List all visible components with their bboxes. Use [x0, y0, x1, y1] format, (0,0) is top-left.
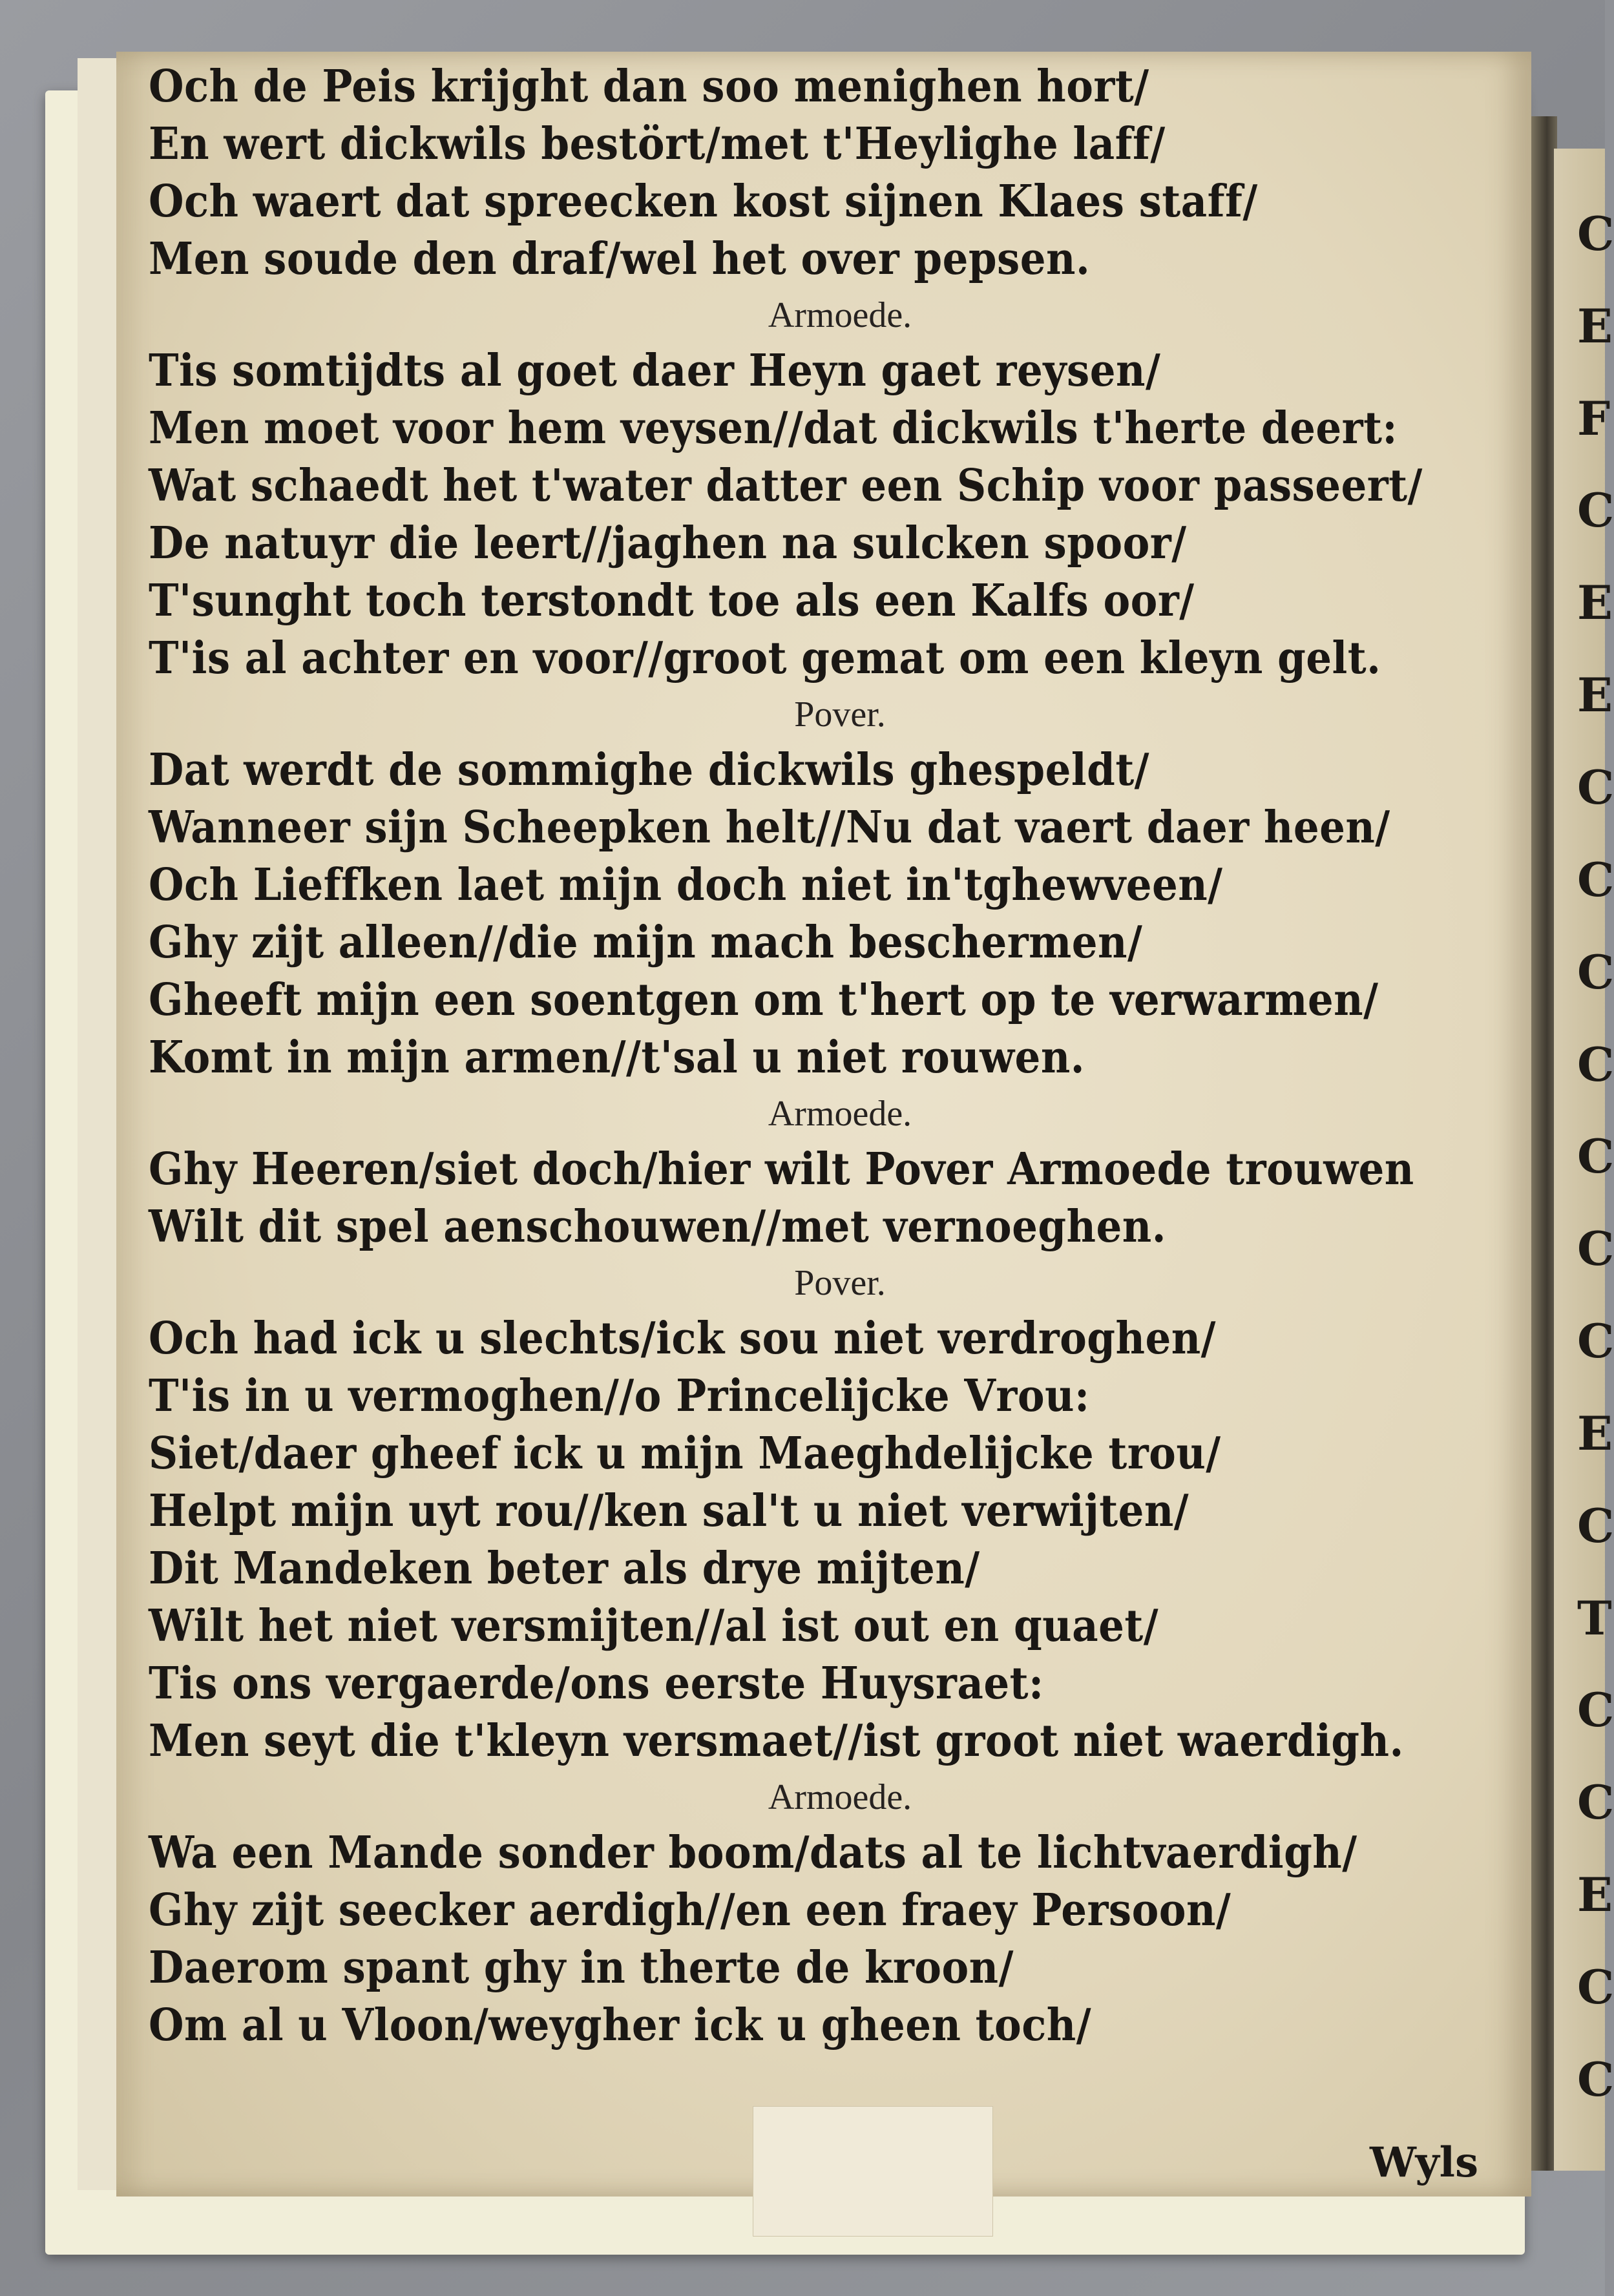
verse-line: Ghy Heeren/siet doch/hier wilt Pover Armoede trouwen	[149, 1143, 1414, 1195]
facing-page-initial: C	[1577, 1313, 1614, 1369]
facing-page-initial: E	[1577, 1867, 1613, 1923]
facing-page-initial: C	[1577, 1036, 1614, 1092]
verse-line: Och waert dat spreecken kost sijnen Klaes staff/	[149, 176, 1258, 227]
verse-line: En wert dickwils bestört/met t'Heylighe laff/	[149, 118, 1166, 170]
verse-line: Men moet voor hem veysen//dat dickwils t'herte deert:	[149, 402, 1398, 454]
speaker-heading: Armoede.	[768, 1777, 912, 1817]
verse-line: Om al u Vloon/weygher ick u gheen toch/	[149, 1999, 1092, 2051]
speaker-heading: Armoede.	[768, 295, 912, 335]
verse-line: Och de Peis krijght dan soo menighen hort/	[149, 61, 1149, 112]
verse-line: Siet/daer gheef ick u mijn Maeghdelijcke trou/	[149, 1428, 1221, 1479]
verse-line: Daerom spant ghy in therte de kroon/	[149, 1942, 1014, 1994]
speaker-heading: Pover.	[794, 694, 886, 735]
facing-page-initial: C	[1577, 2051, 1614, 2107]
paper-tab	[753, 2106, 993, 2237]
speaker-heading: Pover.	[794, 1263, 886, 1303]
verse-line: Dat werdt de sommighe dickwils ghespeldt/	[149, 744, 1149, 796]
facing-page-initial: C	[1577, 1498, 1614, 1553]
verse-line: Gheeft mijn een soentgen om t'hert op te verwarmen/	[149, 974, 1379, 1026]
facing-page-initial: C	[1577, 944, 1614, 999]
verse-line: Ghy zijt alleen//die mijn mach beschermen/	[149, 917, 1143, 968]
verse-line: Wat schaedt het t'water datter een Schip voor passeert/	[149, 460, 1423, 512]
verse-line: T'is al achter en voor//groot gemat om een kleyn gelt.	[149, 632, 1381, 684]
verse-line: Wa een Mande sonder boom/dats al te lichtvaerdigh/	[149, 1827, 1357, 1879]
facing-page-initial: C	[1577, 1959, 1614, 2014]
verse-line: T'sunght toch terstondt toe als een Kalfs oor/	[149, 575, 1195, 627]
verse-line: De natuyr die leert//jaghen na sulcken spoor/	[149, 517, 1187, 569]
facing-page-initial: C	[1577, 1682, 1614, 1738]
facing-page-initial: E	[1577, 298, 1613, 353]
verse-line: T'is in u vermoghen//o Princelijcke Vrou:	[149, 1370, 1090, 1422]
book-gutter	[1531, 116, 1557, 2171]
verse-line: Helpt mijn uyt rou//ken sal't u niet verwijten/	[149, 1485, 1190, 1537]
verse-line: Men seyt die t'kleyn versmaet//ist groot niet waerdigh.	[149, 1715, 1404, 1767]
verse-line: Wanneer sijn Scheepken helt//Nu dat vaert daer heen/	[149, 802, 1390, 853]
facing-page-initial: E	[1577, 667, 1613, 723]
verse-line: Ghy zijt seecker aerdigh//en een fraey Persoon/	[149, 1884, 1231, 1936]
facing-page-initial: C	[1577, 205, 1614, 261]
verse-line: Dit Mandeken beter als drye mijten/	[149, 1543, 980, 1594]
facing-page-initial: C	[1577, 1129, 1614, 1184]
facing-page-initial: C	[1577, 483, 1614, 538]
facing-page-initials	[1577, 187, 1614, 2125]
verse-line: Wilt dit spel aenschouwen//met vernoeghen.	[149, 1201, 1166, 1253]
verse-line: Och Lieffken laet mijn doch niet in'tghewveen/	[149, 859, 1223, 911]
verse-line: Tis somtijdts al goet daer Heyn gaet reysen/	[149, 345, 1161, 397]
facing-page-initial: C	[1577, 851, 1614, 907]
facing-page-edge	[1554, 149, 1614, 2171]
verse-line: Tis ons vergaerde/ons eerste Huysraet:	[149, 1658, 1044, 1709]
facing-page-initial: T	[1577, 1590, 1612, 1645]
facing-page-initial: C	[1577, 759, 1614, 815]
verse-line: Och had ick u slechts/ick sou niet verdroghen/	[149, 1313, 1216, 1364]
facing-page-initial: E	[1577, 1405, 1613, 1461]
facing-page-initial: C	[1577, 1221, 1614, 1277]
catchword: Wyls	[1370, 2138, 1478, 2187]
speaker-heading: Armoede.	[768, 1094, 912, 1134]
facing-page-initial: C	[1577, 1775, 1614, 1830]
verse-line: Men soude den draf/wel het over pepsen.	[149, 233, 1091, 285]
verse-line: Wilt het niet versmijten//al ist out en quaet/	[149, 1600, 1159, 1652]
facing-page-initial: F	[1577, 390, 1611, 446]
facing-page-initial: E	[1577, 575, 1613, 631]
verse-text-block	[149, 58, 1505, 2054]
verse-line: Komt in mijn armen//t'sal u niet rouwen.	[149, 1032, 1085, 1083]
